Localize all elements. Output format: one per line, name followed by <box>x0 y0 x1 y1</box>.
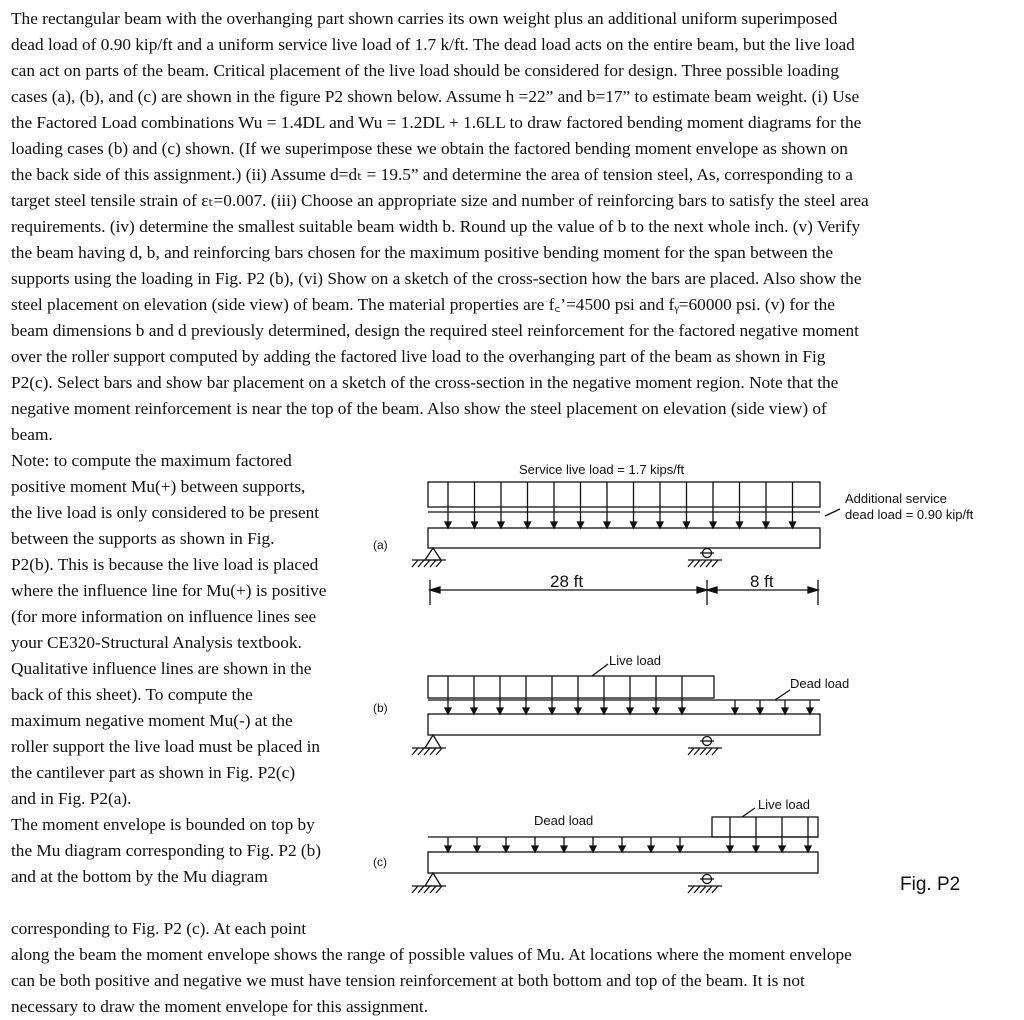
load-arrowhead <box>575 708 581 714</box>
load-arrowhead <box>763 522 769 528</box>
additional-dead-label-2: dead load = 0.90 kip/ft <box>845 507 974 522</box>
dead-load-label-b: Dead load <box>790 676 850 691</box>
influence-line-note <box>11 448 371 890</box>
problem-line: the beam having d, b, and reinforcing bars chosen for the maximum positive bending moment for the span between the <box>11 243 834 262</box>
live-load-label-c: Live load <box>758 797 811 812</box>
load-arrowhead <box>471 708 477 714</box>
problem-line: requirements. (iv) determine the smallest suitable beam width b. Round up the value of b to the next whole inch. (v) Verify <box>11 217 861 236</box>
case-c-label: (c) <box>373 855 387 869</box>
note-line: and in Fig. P2(a). <box>11 789 132 808</box>
problem-line: cases (a), (b), and (c) are shown in the figure P2 shown below. Assume h =22” and b=17” to estimate beam weight. (i) Use <box>11 87 860 106</box>
problem-line: dead load of 0.90 kip/ft and a uniform service live load of 1.7 k/ft. The dead load acts on the entire beam, but the live load <box>11 35 855 54</box>
beam-c <box>428 852 818 873</box>
dead-load-label-c: Dead load <box>534 813 594 828</box>
load-arrowhead <box>679 708 685 714</box>
support-hatch <box>712 560 718 567</box>
support-hatch <box>712 748 718 755</box>
support-hatch <box>412 886 418 893</box>
problem-line: supports using the loading in Fig. P2 (b), (vi) Show on a sketch of the cross-section how the bars are placed. Also show the <box>11 269 862 288</box>
footer-line: along the beam the moment envelope shows the range of possible values of Mu. At locations where the moment envelope <box>11 945 852 964</box>
note-line: Note: to compute the maximum factored <box>11 451 292 470</box>
support-hatch <box>436 560 442 567</box>
load-arrowhead <box>604 522 610 528</box>
support-hatch <box>424 886 430 893</box>
note-line: Qualitative influence lines are shown in the <box>11 659 312 678</box>
support-hatch <box>700 886 706 893</box>
problem-line: beam. <box>11 425 53 444</box>
figure-b-loads <box>428 676 820 714</box>
span-overhang-label: 8 ft <box>750 572 774 591</box>
footer-line: corresponding to Fig. P2 (c). At each point <box>11 919 307 938</box>
pin-support-b <box>412 735 446 755</box>
figure-caption: Fig. P2 <box>900 874 961 895</box>
support-hatch <box>706 886 712 893</box>
footer-line: necessary to draw the moment envelope for this assignment. <box>11 997 429 1016</box>
load-arrowhead <box>561 846 567 852</box>
problem-line: the back side of this assignment.) (ii) Assume d=dₜ = 19.5” and determine the area of tension steel, As, corresponding to a <box>11 165 853 184</box>
load-arrowhead <box>523 708 529 714</box>
pin-support-c <box>412 873 446 893</box>
load-arrowhead <box>590 846 596 852</box>
note-line: The moment envelope is bounded on top by <box>11 815 315 834</box>
load-arrowhead <box>619 846 625 852</box>
load-arrowhead <box>497 708 503 714</box>
load-arrowhead <box>727 846 733 852</box>
load-arrowhead <box>805 846 811 852</box>
load-arrowhead <box>653 708 659 714</box>
load-arrowhead <box>757 708 763 714</box>
load-arrowhead <box>657 522 663 528</box>
note-line: the live load is only considered to be present <box>11 503 320 522</box>
pin-support-a <box>412 548 446 567</box>
problem-line: negative moment reinforcement is near the top of the beam. Also show the steel placement on elevation (side view) of <box>11 399 827 418</box>
live-load-block-c <box>712 817 818 837</box>
load-arrowhead <box>503 846 509 852</box>
support-hatch <box>412 560 418 567</box>
note-line: the Mu diagram corresponding to Fig. P2 (b) <box>11 841 322 860</box>
load-arrowhead <box>498 522 504 528</box>
support-hatch <box>694 886 700 893</box>
load-arrowhead <box>782 708 788 714</box>
note-line: back of this sheet). To compute the <box>11 685 253 704</box>
load-arrowhead <box>732 708 738 714</box>
problem-line: over the roller support computed by adding the factored live load to the overhanging part of the beam as shown in Fig <box>11 347 826 366</box>
load-arrowhead <box>627 708 633 714</box>
support-hatch <box>694 748 700 755</box>
support-hatch <box>412 748 418 755</box>
note-line: the cantilever part as shown in Fig. P2(c) <box>11 763 296 782</box>
roller-support-a <box>688 549 722 568</box>
load-arrowhead <box>445 522 451 528</box>
support-hatch <box>436 748 442 755</box>
support-hatch <box>430 748 436 755</box>
load-arrowhead <box>648 846 654 852</box>
roller-support-c <box>688 875 722 894</box>
support-hatch <box>700 560 706 567</box>
load-arrowhead <box>684 522 690 528</box>
note-line: roller support the live load must be placed in <box>11 737 321 756</box>
problem-line: P2(c). Select bars and show bar placement on a sketch of the cross-section in the negative moment region. Note that the <box>11 373 839 392</box>
support-hatch <box>712 886 718 893</box>
load-arrowhead <box>601 708 607 714</box>
service-live-load-label: Service live load = 1.7 kips/ft <box>519 462 685 477</box>
support-hatch <box>418 748 424 755</box>
live-load-label-b: Live load <box>609 653 662 668</box>
note-line: maximum negative moment Mu(-) at the <box>11 711 293 730</box>
problem-line: loading cases (b) and (c) shown. (If we superimpose these we obtain the factored bending moment envelope as shown on <box>11 139 848 158</box>
support-hatch <box>436 886 442 893</box>
closing-paragraph <box>11 916 1011 1020</box>
load-arrowhead <box>779 846 785 852</box>
problem-line: beam dimensions b and d previously determined, design the required steel reinforcement for the factored negative moment <box>11 321 859 340</box>
support-hatch <box>418 560 424 567</box>
support-hatch <box>430 560 436 567</box>
support-hatch <box>424 748 430 755</box>
load-arrowhead <box>549 708 555 714</box>
load-arrowhead <box>710 522 716 528</box>
problem-line: can act on parts of the beam. Critical placement of the live load should be considered for design. Three possible loading <box>11 61 839 80</box>
load-arrowhead <box>472 522 478 528</box>
note-line: P2(b). This is because the live load is placed <box>11 555 319 574</box>
problem-line: the Factored Load combinations Wu = 1.4DL and Wu = 1.2DL + 1.6LL to draw factored bending moment diagrams for the <box>11 113 862 132</box>
load-arrowhead <box>737 522 743 528</box>
load-arrowhead <box>551 522 557 528</box>
note-line: and at the bottom by the Mu diagram <box>11 867 268 886</box>
problem-statement <box>11 6 971 448</box>
figure-a-loads <box>428 482 820 528</box>
load-arrowhead <box>525 522 531 528</box>
load-arrowhead <box>753 846 759 852</box>
support-hatch <box>700 748 706 755</box>
note-line: where the influence line for Mu(+) is positive <box>11 581 327 600</box>
note-line: between the supports as shown in Fig. <box>11 529 275 548</box>
support-hatch <box>688 748 694 755</box>
load-arrowhead <box>807 708 813 714</box>
support-hatch <box>688 560 694 567</box>
beam-b <box>428 714 820 735</box>
support-hatch <box>418 886 424 893</box>
load-arrowhead <box>677 846 683 852</box>
problem-line: steel placement on elevation (side view) of beam. The material properties are f꜀’=4500 psi and fᵧ=60000 psi. (v) for the <box>11 295 835 314</box>
beam-a <box>428 528 820 548</box>
support-hatch <box>694 560 700 567</box>
case-b-label: (b) <box>373 701 388 715</box>
live-load-block-b <box>428 676 714 698</box>
note-line: positive moment Mu(+) between supports, <box>11 477 306 496</box>
support-hatch <box>706 560 712 567</box>
load-arrowhead <box>445 846 451 852</box>
support-hatch <box>706 748 712 755</box>
load-arrowhead <box>532 846 538 852</box>
span-main-label: 28 ft <box>550 572 584 591</box>
dimension-line <box>430 580 818 605</box>
support-hatch <box>424 560 430 567</box>
footer-line: can be both positive and negative we must have tension reinforcement at both bottom and top of the beam. It is not <box>11 971 805 990</box>
support-hatch <box>688 886 694 893</box>
problem-line: The rectangular beam with the overhanging part shown carries its own weight plus an additional uniform superimposed <box>11 9 838 28</box>
roller-support-b <box>688 737 722 756</box>
load-arrowhead <box>474 846 480 852</box>
figure-c-loads <box>428 817 818 852</box>
additional-dead-label-1: Additional service <box>845 491 947 506</box>
problem-line: target steel tensile strain of εₜ=0.007. (iii) Choose an appropriate size and number of reinforcing bars to satisfy the steel area <box>11 191 869 210</box>
load-arrowhead <box>578 522 584 528</box>
note-line: your CE320-Structural Analysis textbook. <box>11 633 302 652</box>
case-a-label: (a) <box>373 538 388 552</box>
load-arrowhead <box>445 708 451 714</box>
load-arrowhead <box>790 522 796 528</box>
live-load-block-a <box>428 482 820 507</box>
load-arrowhead <box>631 522 637 528</box>
support-hatch <box>430 886 436 893</box>
note-line: (for more information on influence lines see <box>11 607 317 626</box>
